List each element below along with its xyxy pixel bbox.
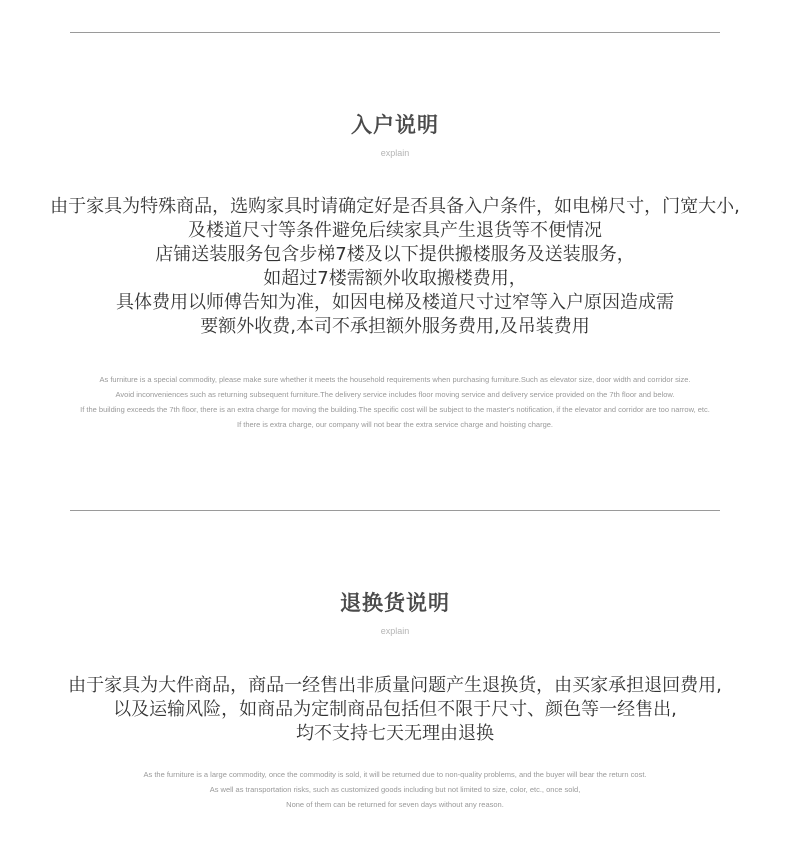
- entry-cn-line: 店铺送装服务包含步梯7楼及以下提供搬楼服务及送装服务，: [155, 244, 635, 265]
- entry-cn-line: 具体费用以师傅告知为准，如因电梯及楼道尺寸过窄等入户原因造成需: [116, 292, 674, 313]
- entry-cn-line: 及楼道尺寸等条件避免后续家具产生退货等不便情况: [188, 220, 602, 241]
- entry-section-title: 入户说明: [351, 113, 439, 137]
- return-cn-line: 均不支持七天无理由退换: [296, 723, 494, 744]
- entry-cn-line: 要额外收费,本司不承担额外服务费用,及吊装费用: [200, 316, 590, 337]
- return-en-line: None of them can be returned for seven days without any reason.: [286, 800, 504, 809]
- entry-en-line: Avoid inconveniences such as returning subsequent furniture.The delivery service includes floor moving service and delivery service provided on the 7th floor and below.: [115, 390, 675, 399]
- entry-en-line: If the building exceeds the 7th floor, there is an extra charge for moving the building.The specific cost will be subject to the master's notification, if the elevator and corridor are too narrow, etc.: [80, 405, 710, 414]
- entry-en-line: If there is extra charge, our company will not bear the extra service charge and hoisting charge.: [237, 420, 553, 429]
- return-section-subtitle: explain: [380, 626, 410, 636]
- return-english-text: [0, 767, 790, 812]
- divider-top: [70, 32, 720, 33]
- return-en-line: As the furniture is a large commodity, once the commodity is sold, it will be returned due to non-quality problems, and the buyer will bear the return cost.: [143, 770, 647, 779]
- return-cn-line: 以及运输风险，如商品为定制商品包括但不限于尺寸、颜色等一经售出,: [113, 699, 677, 720]
- divider-middle: [70, 510, 720, 511]
- return-section-title: 退换货说明: [340, 591, 450, 615]
- entry-english-text: [0, 372, 790, 432]
- return-cn-line: 由于家具为大件商品，商品一经售出非质量问题产生退换货，由买家承担退回费用,: [68, 675, 722, 696]
- entry-cn-line: 由于家具为特殊商品，选购家具时请确定好是否具备入户条件，如电梯尺寸，门宽大小,: [50, 196, 740, 217]
- entry-chinese-text: [0, 195, 790, 339]
- entry-en-line: As furniture is a special commodity, please make sure whether it meets the household requirements when purchasing furniture.Such as elevator size, door width and corridor size.: [99, 375, 691, 384]
- entry-cn-line: 如超过7楼需额外收取搬楼费用，: [263, 268, 527, 289]
- return-chinese-text: [0, 674, 790, 746]
- entry-section-subtitle: explain: [380, 148, 410, 158]
- return-en-line: As well as transportation risks, such as customized goods including but not limited to size, color, etc., once sold,: [209, 785, 581, 794]
